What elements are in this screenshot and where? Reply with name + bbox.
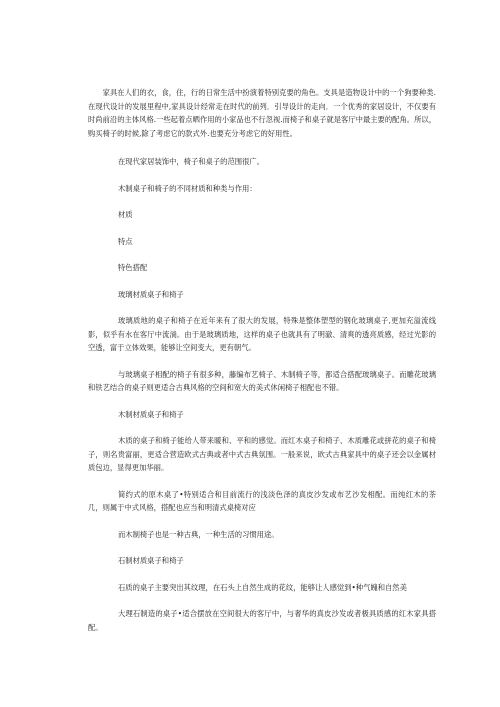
wood-paragraph-3: 而木制椅子也是一种古典，一种生活的习惯用途。 <box>118 529 279 539</box>
heading-glass: 玻璃材质桌子和椅子 <box>118 289 184 299</box>
line-scope: 在现代家居装饰中，椅子和桌子的范围很广。 <box>118 157 264 166</box>
line-material: 材质 <box>118 210 133 219</box>
stone-paragraph-1: 石质的桌子主要突出其纹理，在石头上自然生成的花纹，能够让人感觉到•种气魄和自然美 <box>118 582 407 592</box>
stone-paragraph-2: 大理石制造的桌子•适合摆放在空间很大的客厅中，与奢华的真皮沙发或者极具质感的红木家具搭配。 <box>88 609 436 632</box>
line-materials-intro: 木制桌子和椅子的不同材质和种类与作用： <box>118 183 257 193</box>
wood-paragraph-1: 木质的桌子和椅子能给人带来暖和、平和的感觉。而红木桌子和椅子、木质雕花或拼花的桌子和椅子，则名贵富丽，更适合营造欧式古典或者中式古典氛围。一般来说，欧式古典家具中的桌子还会以金属材质包边，显得更加华丽。 <box>88 436 436 472</box>
glass-paragraph-2: 与玻璃桌子相配的椅子有很多种，藤编布艺椅子、木制椅子等，都适合搭配玻璃桌子。而雕花玻璃和铁艺结合的桌子则更适合古典风格的空间和宽大的美式休闲椅子相配也不错。 <box>88 369 436 392</box>
line-features: 特点 <box>118 236 133 246</box>
intro-paragraph: 家具在人们的衣，食，住，行的日常生活中扮演着特别克要的角色。支具是造物设计中的一个狗要种类.在现代设计的发展里程中,家具设计经常走在时代的前列．引导设计的走向．一个优秀的家居设计，不仅要有时尚前沿的主体风格.一些起着点晒作用的小家品也不行忽视.而椅子和桌子就是客厅中最主要的配角。所以，购买椅子的时候,除了考虑它的款式外.也要充分考虑它的好用性。 <box>88 88 436 138</box>
glass-paragraph-1: 玻璃质地的桌子和椅子在近年来有了很大的发展，特殊是整体塑型的钢化玻璃桌子,更加充溢流线影，似乎有水在客厅中流淌。由于是玻璃质地，这样的桌子也就具有了明澈、清爽的透亮质感，经过光影的空透，富于立体效果，能够让空间变大，更有朝气。 <box>88 316 436 352</box>
document-body <box>88 86 436 634</box>
line-matching: 特色搭配 <box>118 263 148 272</box>
heading-wood: 木制材质桌子和椅子 <box>118 409 184 419</box>
wood-paragraph-2: 简约式的原木桌了•特别适合和目前流行的浅淡色泽的真皮沙发或布艺沙发相配。而纯红木的茶几，则属于中式风格，搭配也应当和明清式桌椅对应 <box>88 489 436 512</box>
heading-stone: 石制材质桌子和椅子 <box>118 556 184 565</box>
